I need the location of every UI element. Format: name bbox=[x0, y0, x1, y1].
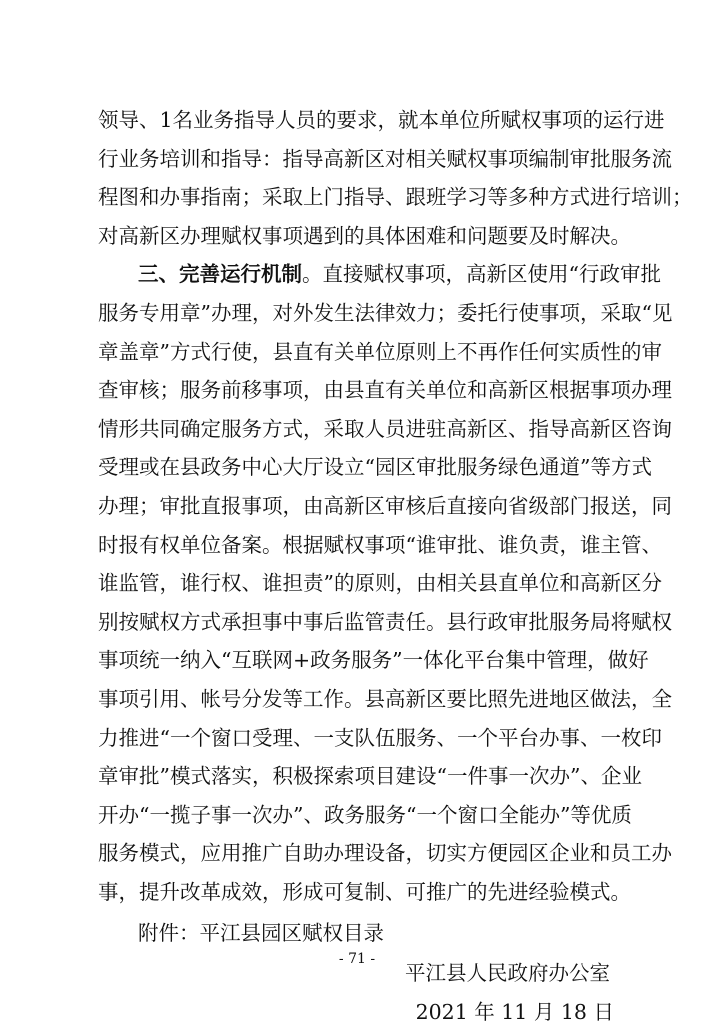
paragraph-line: 服务模式，应用推广自助办理设备，切实方便园区企业和员工办 bbox=[98, 841, 672, 866]
paragraph-line: 事，提升改革成效，形成可复制、可推广的先进经验模式。 bbox=[98, 880, 631, 904]
section-heading-line bbox=[138, 262, 661, 287]
paragraph-line: 程图和办事指南；采取上门指导、跟班学习等多种方式进行培训； bbox=[98, 185, 693, 210]
attachment-line: 附件：平江县园区赋权目录 bbox=[138, 920, 384, 945]
paragraph-line: 开办“一揽子事一次办”、政务服务“一个窗口全能办”等优质 bbox=[98, 802, 632, 827]
section-heading-line-rest: 。直接赋权事项，高新区使用“行政审批 bbox=[302, 262, 661, 287]
issue-date: 2021 年 11 月 18 日 bbox=[415, 999, 614, 1024]
paragraph-line: 查审核；服务前移事项，由县直有关单位和高新区根据事项办理 bbox=[98, 378, 672, 403]
issuer-signature: 平江县人民政府办公室 bbox=[405, 961, 610, 986]
paragraph-line: 领导、1名业务指导人员的要求，就本单位所赋权事项的运行进 bbox=[98, 108, 665, 132]
paragraph-line: 服务专用章”办理，对外发生法律效力；委托行使事项，采取“见 bbox=[98, 301, 673, 325]
paragraph-line: 行业务培训和指导：指导高新区对相关赋权事项编制审批服务流 bbox=[98, 146, 672, 171]
paragraph-line: 力推进“一个窗口受理、一支队伍服务、一个平台办事、一枚印 bbox=[98, 725, 662, 750]
paragraph-line: 事项统一纳入“互联网+政务服务”一体化平台集中管理，做好 bbox=[98, 648, 649, 673]
paragraph-line: 情形共同确定服务方式，采取人员进驻高新区、指导高新区咨询 bbox=[98, 416, 672, 441]
paragraph-line: 对高新区办理赋权事项遇到的具体困难和问题要及时解决。 bbox=[98, 223, 631, 248]
paragraph-line: 办理；审批直报事项，由高新区审核后直接向省级部门报送，同 bbox=[98, 494, 672, 518]
paragraph-line: 谁监管，谁行权、谁担责”的原则，由相关县直单位和高新区分 bbox=[98, 571, 662, 596]
paragraph-line: 时报有权单位备案。根据赋权事项“谁审批、谁负责，谁主管、 bbox=[98, 532, 662, 557]
paragraph-line: 章盖章”方式行使，县直有关单位原则上不再作任何实质性的审 bbox=[98, 339, 662, 364]
paragraph-line: 别按赋权方式承担事中事后监管责任。县行政审批服务局将赋权 bbox=[98, 609, 672, 634]
page-number: - 71 - bbox=[338, 951, 376, 967]
section-heading: 三、完善运行机制 bbox=[138, 262, 302, 287]
paragraph-line: 事项引用、帐号分发等工作。县高新区要比照先进地区做法，全 bbox=[98, 687, 672, 711]
paragraph-line: 章审批”模式落实，积极探索项目建设“一件事一次办”、企业 bbox=[98, 764, 642, 789]
paragraph-line: 受理或在县政务中心大厅设立“园区审批服务绿色通道”等方式 bbox=[98, 455, 652, 480]
